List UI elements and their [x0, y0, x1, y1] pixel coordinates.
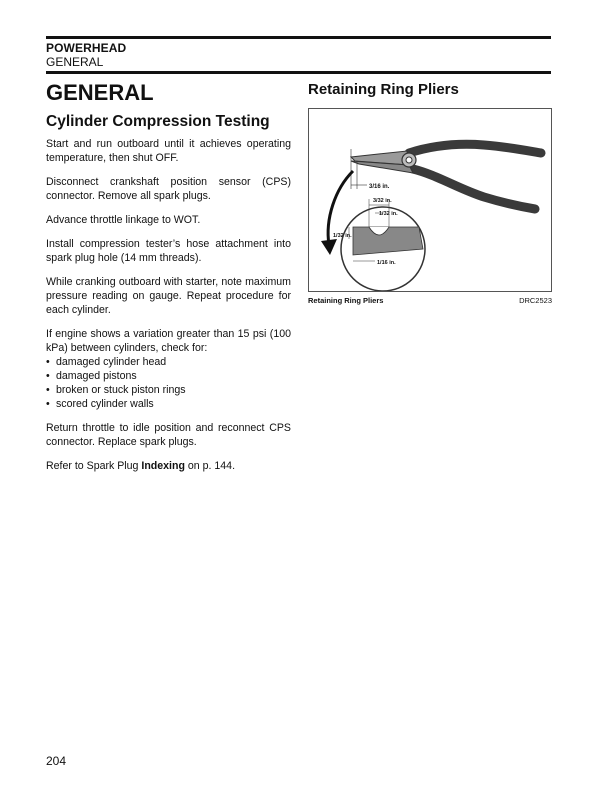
page-number: 204 [46, 754, 67, 768]
figure-caption: Retaining Ring Pliers [308, 296, 384, 305]
figure-id: DRC2523 [519, 296, 552, 305]
list-item: • scored cylinder walls [46, 398, 154, 410]
figure-caption-row [308, 296, 552, 310]
bullet-dot: • [46, 398, 50, 410]
section-title: Cylinder Compression Testing [46, 113, 270, 130]
refer-link-indexing[interactable]: Indexing [141, 460, 185, 472]
dim-top-b: 1/32 in. [379, 211, 398, 217]
figure-box [308, 108, 552, 292]
check-list [46, 355, 291, 411]
dim-bottom: 1/16 in. [377, 260, 396, 266]
paragraph-start-outboard: Start and run outboard until it achieves operating temperature, then shut OFF. [46, 138, 291, 164]
header-subsection: GENERAL [46, 55, 104, 69]
list-item: • damaged cylinder head [46, 356, 167, 368]
paragraph-refer: Refer to Spark Plug Indexing on p. 144. [46, 460, 236, 472]
right-column [308, 80, 552, 310]
figure-title: Retaining Ring Pliers [308, 81, 459, 98]
paragraph-install-tester: Install compression tester’s hose attachment into spark plug hole (14 mm threads). [46, 238, 291, 264]
list-item: • broken or stuck piston rings [46, 384, 186, 396]
bullet-dot: • [46, 384, 50, 396]
retaining-ring-pliers-illustration [309, 109, 551, 291]
dim-tip-gap: 3/16 in. [369, 184, 390, 190]
pliers-lower-handle [413, 169, 535, 209]
dim-top-a: 3/32 in. [373, 198, 392, 204]
bullet-dot: • [46, 370, 50, 382]
paragraph-disconnect-cps: Disconnect crankshaft position sensor (CPS) connector. Remove all spark plugs. [46, 176, 291, 202]
paragraph-cranking: While cranking outboard with starter, note maximum pressure reading on gauge. Repeat procedure for each cylinder. [46, 276, 291, 316]
list-item: • damaged pistons [46, 370, 137, 382]
page-title: GENERAL [46, 80, 154, 105]
header-section: POWERHEAD [46, 41, 127, 55]
paragraph-return-throttle: Return throttle to idle position and reconnect CPS connector. Replace spark plugs. [46, 422, 291, 448]
header-bottom-rule [46, 71, 551, 74]
left-column [46, 80, 291, 483]
dim-side: 1/32 in. [333, 233, 352, 239]
bullet-dot: • [46, 356, 50, 368]
header-top-rule [46, 36, 551, 39]
pliers-upper-handle [409, 144, 541, 153]
paragraph-advance-throttle: Advance throttle linkage to WOT. [46, 214, 201, 226]
paragraph-variation: If engine shows a variation greater than 15 psi (100 kPa) between cylinders, check for: [46, 328, 291, 354]
